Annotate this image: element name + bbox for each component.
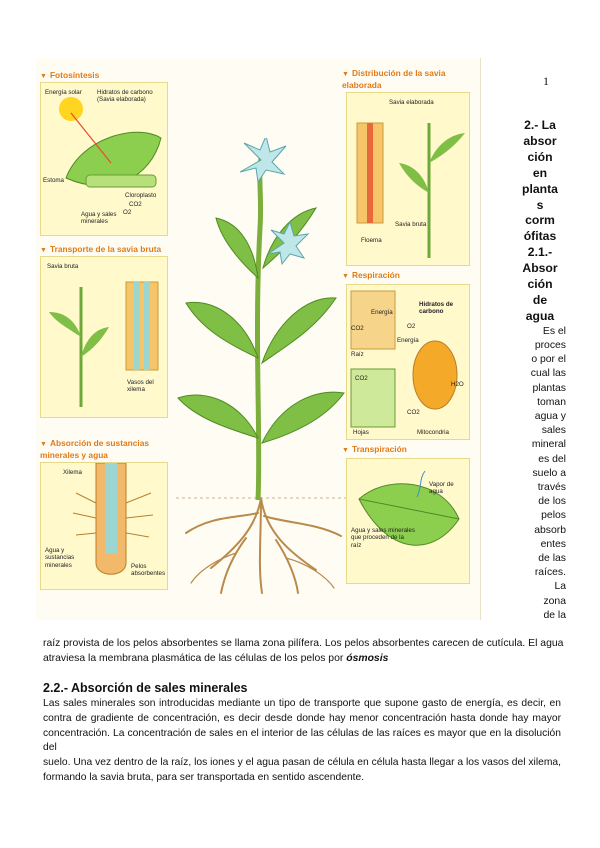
plant-stem xyxy=(257,158,261,500)
label-h2o: H2O xyxy=(451,381,464,388)
label-co2-2: CO2 xyxy=(351,325,364,332)
label-mitocondria: Mitocondria xyxy=(417,429,449,436)
column-text-line: sales xyxy=(541,425,566,437)
column-text-line: través xyxy=(537,482,566,494)
column-text-line: plantas xyxy=(532,382,566,394)
column-heading-line: corm xyxy=(525,213,555,228)
column-heading-line: agua xyxy=(525,308,555,323)
column-heading-line: ción xyxy=(527,277,553,292)
label-pelos-absorbentes: Pelos absorbentes xyxy=(131,563,166,578)
column-text-line: suelo a xyxy=(532,467,566,479)
label-hidratos: Hidratos de carbono xyxy=(419,301,454,316)
column-text-line: cual las xyxy=(530,368,566,380)
column-heading-line: 2.1.- xyxy=(527,245,553,260)
label-raiz: Raíz xyxy=(351,351,364,358)
label-co2: CO2 xyxy=(129,201,142,208)
column-text-line: o por el xyxy=(531,354,566,366)
column-text-line: de los xyxy=(538,496,566,508)
column-text-line: mineral xyxy=(531,439,566,451)
column-heading-line: 2.- La xyxy=(524,118,556,132)
label-co2-4: CO2 xyxy=(407,409,420,416)
label-floema: Floema xyxy=(361,237,382,244)
column-heading xyxy=(514,118,566,325)
label-savia-bruta-2: Savia bruta xyxy=(395,221,427,228)
column-heading-line: ófitas xyxy=(523,229,557,244)
distribucion-panel xyxy=(346,92,470,266)
plant-functions-illustration xyxy=(36,58,481,620)
column-text xyxy=(514,325,566,623)
label-agua-raiz: Agua y sales minerales que proceden de la raíz xyxy=(351,527,415,549)
column-heading-line: planta xyxy=(522,181,558,196)
column-heading-line: s xyxy=(536,197,544,212)
osmosis-term: ósmosis xyxy=(346,653,389,664)
column-text-line: de la xyxy=(543,609,566,621)
column-heading-line: absor xyxy=(523,133,557,148)
column-text-line: raíces. xyxy=(534,567,566,579)
page-number: 1 xyxy=(543,74,549,88)
column-heading-line: en xyxy=(532,165,548,180)
section-2-2-line: concentración. La concentración de sales en el interior de las células de las raíces es mayor que en la disolución del xyxy=(43,727,561,754)
label-hojas: Hojas xyxy=(353,429,369,436)
column-text-line: pelos xyxy=(541,510,566,522)
label-savia-elaborada: Savia elaborada xyxy=(389,99,434,106)
label-o2: O2 xyxy=(123,209,132,216)
narrow-column xyxy=(514,118,566,623)
section-2-2-body xyxy=(43,697,561,786)
column-text-line: es del xyxy=(538,453,566,465)
column-text-line: La xyxy=(554,581,566,593)
column-text-line: Es el xyxy=(542,325,566,337)
label-energia-2: Energía xyxy=(397,337,419,344)
label-savia-bruta: Savia bruta xyxy=(47,263,79,270)
column-text-line: de las xyxy=(538,553,566,565)
label-cloroplasto: Cloroplasto xyxy=(125,192,157,199)
label-vapor: Vapor de agua xyxy=(429,481,454,496)
section-2-2-heading: 2.2.- Absorción de sales minerales xyxy=(43,681,248,695)
section-2-2-line: contra de gradiente de concentración, es decir desde donde hay menor concentración hasta donde hay mayor xyxy=(43,712,561,724)
section-fotosintesis-title: ▼ Fotosíntesis xyxy=(40,70,100,80)
column-heading-line: de xyxy=(532,292,548,307)
transporte-panel xyxy=(40,256,168,418)
label-estoma: Estoma xyxy=(43,177,64,184)
fotosintesis-panel xyxy=(40,82,168,236)
section-absorcion-title: ▼ Absorción de sustancias minerales y agua xyxy=(40,438,150,460)
label-agua-sustancias: Agua y sustancias minerales xyxy=(45,547,75,569)
paragraph-line-1: raíz provista de los pelos absorbentes se llama zona pilífera. Los pelos absorbentes carecen de cutícula. El agua xyxy=(43,638,564,649)
plant-roots xyxy=(186,498,341,593)
plant-illustration xyxy=(166,138,356,598)
label-agua-sales: Agua y sales minerales xyxy=(81,211,117,226)
transpiracion-panel xyxy=(346,458,470,584)
column-heading-line: ción xyxy=(527,149,553,164)
respiracion-panel xyxy=(346,284,470,440)
label-vasos-xilema: Vasos del xilema xyxy=(127,379,154,394)
section-2-2-line: Las sales minerales son introducidas mediante un tipo de transporte que supone gasto de energía, es decir, en xyxy=(43,698,561,709)
column-text-line: proces xyxy=(534,339,566,351)
label-energia-solar: Energía solar xyxy=(45,89,82,96)
absorcion-panel xyxy=(40,462,168,590)
column-text-line: absorb xyxy=(534,524,566,536)
section-distribucion-title: ▼ Distribución de la savia elaborada xyxy=(342,68,446,90)
label-co2-3: CO2 xyxy=(355,375,368,382)
column-text-line: agua y xyxy=(534,411,566,422)
section-2-2-line: formando la savia bruta, para ser transportada en sentido ascendente. xyxy=(43,771,365,783)
column-heading-line: Absor xyxy=(522,261,558,276)
column-text-line: toman xyxy=(537,396,566,408)
column-text-line: entes xyxy=(540,538,566,550)
section-respiracion-title: ▼ Respiración xyxy=(342,270,400,280)
label-o2-2: O2 xyxy=(407,323,416,330)
section-2-2-line: suelo. Una vez dentro de la raíz, los iones y el agua pasan de célula en célula hasta llegar a los vasos del xilema, xyxy=(43,757,562,769)
paragraph-line-2: atraviesa la membrana plasmática de las células de los pelos por ósmosis xyxy=(43,653,389,664)
label-xilema: Xilema xyxy=(63,469,82,476)
label-hidratos-savia: Hidratos de carbono (Savia elaborada) xyxy=(97,89,153,104)
section-transpiracion-title: ▼ Transpiración xyxy=(342,444,407,454)
section-transporte-title: ▼ Transporte de la savia bruta xyxy=(40,244,162,254)
label-energia-1: Energía xyxy=(371,309,393,316)
column-text-line: zona xyxy=(543,595,566,607)
